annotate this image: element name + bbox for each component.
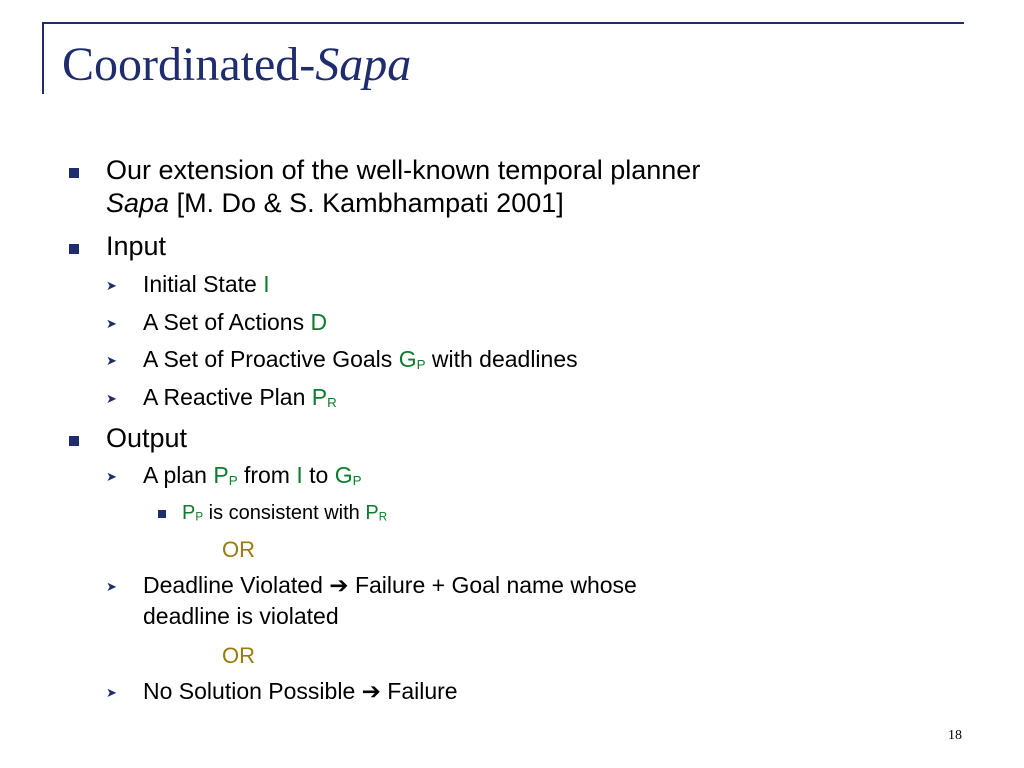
output-heading: Output — [106, 423, 188, 453]
violated-text: Deadline Violated — [143, 572, 330, 598]
goals-item — [143, 346, 578, 373]
input-heading: Input — [106, 231, 167, 261]
right-arrow-icon: ➔ — [361, 678, 381, 704]
square-bullet-icon — [69, 436, 79, 446]
reactive-symbol: P — [311, 384, 328, 410]
chevron-bullet-icon: ➤ — [106, 391, 117, 406]
initial-state-symbol: I — [263, 271, 270, 297]
intro-text: Our extension of the well-known temporal planner — [106, 155, 701, 185]
intro-line-2 — [106, 188, 564, 219]
or-connector: OR — [222, 537, 255, 562]
chevron-bullet-icon: ➤ — [106, 353, 117, 368]
plan-p-symbol: P — [213, 462, 229, 488]
chevron-bullet-icon: ➤ — [106, 579, 117, 594]
plan-g-subscript: P — [352, 473, 362, 488]
violated-line-1 — [143, 572, 637, 599]
plan-to: to — [302, 462, 335, 488]
consistent-text: is consistent with — [203, 502, 366, 524]
chevron-bullet-icon: ➤ — [106, 685, 117, 700]
actions-text: A Set of Actions — [143, 309, 311, 335]
consistent-item — [182, 502, 387, 525]
actions-item — [143, 309, 327, 336]
chevron-bullet-icon: ➤ — [106, 316, 117, 331]
consistent-pr-symbol: P — [365, 502, 379, 524]
goals-rest: with deadlines — [425, 346, 578, 372]
no-solution-text: No Solution Possible — [143, 678, 362, 704]
plan-p-subscript: P — [228, 473, 238, 488]
right-arrow-icon: ➔ — [329, 572, 349, 598]
intro-line-1 — [106, 155, 700, 186]
chevron-bullet-icon: ➤ — [106, 278, 117, 293]
actions-symbol: D — [310, 309, 328, 335]
initial-state-text: Initial State — [143, 271, 264, 297]
no-solution-item — [143, 678, 458, 705]
reactive-item — [143, 384, 337, 411]
reactive-text: A Reactive Plan — [143, 384, 312, 410]
small-square-bullet-icon — [158, 510, 166, 518]
intro-sapa: Sapa — [106, 188, 170, 218]
consistent-p-subscript: P — [195, 510, 204, 524]
square-bullet-icon — [69, 168, 79, 178]
goals-text: A Set of Proactive Goals — [143, 346, 399, 372]
initial-state-item — [143, 271, 270, 298]
chevron-bullet-icon: ➤ — [106, 469, 117, 484]
intro-citation: [M. Do & S. Kambhampati 2001] — [169, 188, 564, 218]
title-main: Coordinated- — [62, 38, 316, 91]
violated-line-2: deadline is violated — [143, 603, 339, 629]
goals-symbol: G — [398, 346, 417, 372]
plan-from: from — [237, 462, 297, 488]
violated-rest: Failure + Goal name whose — [348, 572, 637, 598]
page-number: 18 — [948, 728, 962, 743]
consistent-p-symbol: P — [182, 502, 196, 524]
consistent-pr-subscript: R — [378, 510, 388, 524]
plan-g-symbol: G — [334, 462, 353, 488]
no-solution-rest: Failure — [380, 678, 458, 704]
reactive-subscript: R — [327, 395, 337, 410]
plan-item — [143, 462, 362, 489]
goals-subscript: P — [416, 357, 426, 372]
title-italic: Sapa — [315, 38, 412, 91]
plan-i-symbol: I — [296, 462, 303, 488]
plan-text: A plan — [143, 462, 214, 488]
square-bullet-icon — [69, 244, 79, 254]
or-connector: OR — [222, 643, 255, 668]
